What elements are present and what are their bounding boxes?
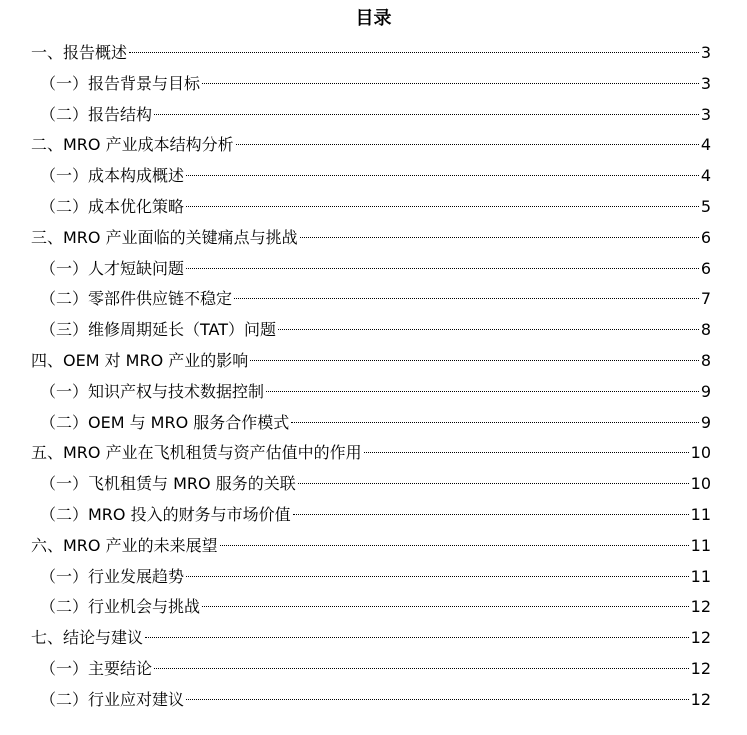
toc-subsection-entry[interactable] — [0, 408, 747, 439]
toc-entry-text: （三）维修周期延长（TAT）问题 — [40, 320, 277, 340]
toc-page-number: 12 — [690, 658, 711, 678]
toc-dot-leader — [234, 298, 699, 299]
toc-entry-text: （二）行业应对建议 — [40, 689, 185, 709]
toc-entry-text: 七、结论与建议 — [31, 628, 144, 648]
toc-page-number: 11 — [690, 504, 711, 524]
toc-section-entry[interactable] — [0, 531, 747, 562]
toc-page-number: 3 — [700, 43, 711, 62]
toc-page-number: 12 — [690, 689, 711, 709]
toc-entry-text: 三、MRO 产业面临的关键痛点与挑战 — [31, 227, 298, 247]
toc-entry-text: （一）成本构成概述 — [40, 166, 185, 186]
toc-dot-leader — [145, 637, 689, 638]
toc-subsection-entry[interactable] — [0, 500, 747, 531]
toc-entry-text: （二）报告结构 — [40, 104, 153, 124]
toc-dot-leader — [186, 699, 689, 700]
toc-dot-leader — [266, 391, 699, 392]
toc-dot-leader — [154, 668, 689, 669]
toc-dot-leader — [298, 483, 689, 484]
toc-entry-text: （二）行业机会与挑战 — [40, 597, 201, 617]
toc-subsection-entry[interactable] — [0, 161, 747, 192]
toc-page-number: 8 — [700, 320, 711, 340]
toc-subsection-entry[interactable] — [0, 685, 747, 716]
toc-section-entry[interactable] — [0, 438, 747, 469]
toc-entry-text: 四、OEM 对 MRO 产业的影响 — [31, 350, 249, 370]
toc-section-entry[interactable] — [0, 346, 747, 377]
toc-page-number: 6 — [700, 258, 711, 278]
toc-page-number: 9 — [700, 412, 711, 432]
toc-dot-leader — [202, 606, 689, 607]
toc-section-entry[interactable] — [0, 223, 747, 254]
toc-entry-text: 一、报告概述 — [31, 43, 128, 62]
toc-entry-text: 五、MRO 产业在飞机租赁与资产估值中的作用 — [31, 443, 362, 463]
toc-section-entry[interactable] — [0, 38, 747, 69]
toc-entry-text: 二、MRO 产业成本结构分析 — [31, 135, 234, 155]
toc-page-number: 4 — [700, 135, 711, 155]
toc-page-number: 6 — [700, 227, 711, 247]
toc-subsection-entry[interactable] — [0, 592, 747, 623]
toc-page-number: 5 — [700, 196, 711, 216]
toc-page-number: 12 — [690, 628, 711, 648]
toc-page-number: 3 — [700, 104, 711, 124]
toc-entry-text: （二）零部件供应链不稳定 — [40, 289, 233, 309]
toc-dot-leader — [236, 144, 699, 145]
toc-subsection-entry[interactable] — [0, 192, 747, 223]
toc-page-number: 9 — [700, 381, 711, 401]
toc-entry-text: （一）人才短缺问题 — [40, 258, 185, 278]
toc-entry-text: （一）知识产权与技术数据控制 — [40, 381, 265, 401]
toc-entry-text: （二）MRO 投入的财务与市场价值 — [40, 504, 291, 524]
toc-dot-leader — [300, 237, 699, 238]
toc-dot-leader — [278, 329, 699, 330]
toc-page-number: 8 — [700, 350, 711, 370]
toc-subsection-entry[interactable] — [0, 69, 747, 100]
toc-dot-leader — [129, 52, 699, 53]
toc-entry-text: （一）行业发展趋势 — [40, 566, 185, 586]
toc-dot-leader — [293, 514, 689, 515]
toc-page-number: 4 — [700, 166, 711, 186]
toc-section-entry[interactable] — [0, 623, 747, 654]
toc-page-number: 12 — [690, 597, 711, 617]
toc-dot-leader — [364, 452, 689, 453]
toc-entry-text: （一）报告背景与目标 — [40, 73, 201, 93]
toc-dot-leader — [186, 175, 699, 176]
toc-dot-leader — [202, 83, 699, 84]
toc-entry-text: （一）主要结论 — [40, 658, 153, 678]
toc-dot-leader — [154, 114, 699, 115]
toc-entry-text: 六、MRO 产业的未来展望 — [31, 535, 218, 555]
toc-subsection-entry[interactable] — [0, 562, 747, 593]
toc-page-number: 11 — [690, 566, 711, 586]
toc-page-number: 3 — [700, 73, 711, 93]
toc-dot-leader — [250, 360, 699, 361]
toc-dot-leader — [220, 545, 689, 546]
toc-entry-text: （二）成本优化策略 — [40, 196, 185, 216]
toc-dot-leader — [291, 422, 699, 423]
toc-title: 目录 — [355, 8, 392, 29]
toc-dot-leader — [186, 576, 689, 577]
toc-entry-text: （一）飞机租赁与 MRO 服务的关联 — [40, 474, 296, 494]
toc-subsection-entry[interactable] — [0, 254, 747, 285]
toc-dot-leader — [186, 206, 699, 207]
toc-dot-leader — [186, 268, 699, 269]
toc-section-entry[interactable] — [0, 130, 747, 161]
toc-page-number: 11 — [690, 535, 711, 555]
toc-subsection-entry[interactable] — [0, 284, 747, 315]
toc-page-number: 10 — [690, 443, 711, 463]
toc-entry-text: （二）OEM 与 MRO 服务合作模式 — [40, 412, 290, 432]
toc-page-number: 7 — [700, 289, 711, 309]
toc-page-number: 10 — [690, 474, 711, 494]
toc-subsection-entry[interactable] — [0, 469, 747, 500]
toc-subsection-entry[interactable] — [0, 100, 747, 131]
toc-list — [0, 38, 747, 716]
toc-subsection-entry[interactable] — [0, 377, 747, 408]
toc-subsection-entry[interactable] — [0, 654, 747, 685]
toc-subsection-entry[interactable] — [0, 315, 747, 346]
